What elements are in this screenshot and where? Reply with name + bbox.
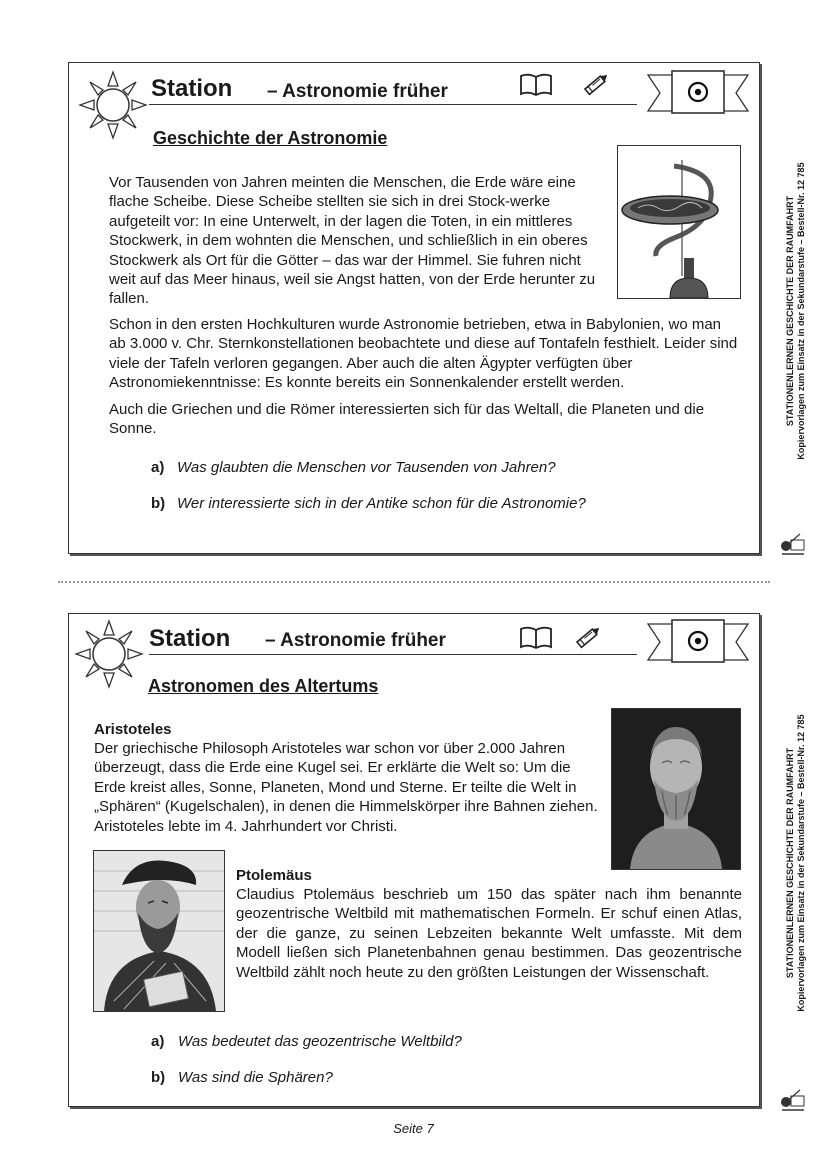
target-ribbon [646, 616, 750, 668]
sun-icon [73, 618, 145, 690]
side-imprint [785, 121, 807, 501]
header-rule [149, 654, 637, 655]
question-label: b) [151, 1069, 166, 1086]
publisher-logo [780, 1088, 806, 1112]
paragraph-flat-earth: Vor Tausenden von Jahren meinten die Menschen, die Erde wäre eine flache Scheibe. Diese Scheibe stellten sie sich in drei Stock-werke aufgeteilt vor: In eine Unterwelt, in der lagen die Toten, in ein mittleres Stockwerk, in dem wohnten die Menschen, und schließlich in ein oberes Stockwerk als Ort für die Götter – das war der Himmel. Sie fuhren nicht weit auf das Meer hinaus, weil sie Angst hatten, von der Erde herunter zu fallen. [109, 174, 596, 308]
side-imprint-line2: Kopiervorlagen zum Einsatz in der Sekundarstufe – Bestell-Nr. 12 785 [796, 162, 806, 460]
section-title: Astronomen des Altertums [148, 676, 379, 696]
section-title: Geschichte der Astronomie [153, 128, 388, 148]
station-card-2 [68, 613, 760, 1107]
station-title: Station [151, 75, 233, 102]
question-label: a) [151, 1033, 165, 1050]
station-card-1 [68, 62, 760, 554]
paragraph-greeks-romans: Auch die Griechen und die Römer interessierten sich für das Weltall, die Planeten und die Sonne. [109, 401, 705, 438]
ptolemaeus-heading: Ptolemäus [236, 867, 312, 884]
paragraph-early-cultures: Schon in den ersten Hochkulturen wurde Astronomie betrieben, etwa in Babylonien, wo man ab 3.000 v. Chr. Sternkonstellationen beobachtete und diese auf Tontafeln festhielt. Leider sind viele der Tafeln verloren gegangen. Aber auch die alten Ägypter verfügten über Astronomiekenntnisse: Es konnte bereits ein Sonnenkalender erstellt werden. [109, 316, 738, 392]
dotted-separator [58, 581, 770, 583]
sun-icon [77, 69, 149, 141]
question-label: a) [151, 459, 165, 476]
page-number: Seite 7 [393, 1121, 434, 1136]
target-ribbon [646, 67, 750, 119]
question-label: b) [151, 495, 166, 512]
side-imprint [785, 673, 807, 1053]
pencil-icon [581, 71, 611, 99]
aristoteles-paragraph: Der griechische Philosoph Aristoteles war schon vor über 2.000 Jahren überzeugt, dass die Erde eine Kugel sei. Er erklärte die Welt so: Um die Erde kreist alles, Sonne, Planeten, Mond und Sterne. Er teilte die Welt in „Sphären“ (Kugelschalen), in denen die Himmelskörper ihre Bahnen ziehen. Aristoteles lebte im 4. Jahrhundert vor Christi. [94, 740, 598, 835]
publisher-logo [780, 532, 806, 556]
aristotle-bust-image [611, 708, 741, 870]
book-icon [519, 626, 553, 650]
station-subtitle: – Astronomie früher [267, 81, 448, 102]
question-text: Was glaubten die Menschen vor Tausenden von Jahren? [177, 459, 556, 476]
book-icon [519, 73, 553, 97]
ptolemaeus-paragraph: Claudius Ptolemäus beschrieb um 150 das später nach ihm benannte geozentrische Weltbild mit mathematischen Formeln. Er schuf einen Atlas, der die ganze, zu seinen Lebzeiten bekannte Welt umfasste. Mit dem Modell ließen sich Planetenbahnen genau bestimmen. Das geozentrische Weltbild zählt noch heute zu den größten Leistungen der Wissenschaft. [236, 886, 742, 981]
question-text: Was sind die Sphären? [178, 1069, 333, 1086]
side-imprint-line1: STATIONENLERNEN GESCHICHTE DER RAUMFAHRT [785, 747, 795, 979]
aristoteles-heading: Aristoteles [94, 721, 172, 738]
question-text: Was bedeutet das geozentrische Weltbild? [178, 1033, 462, 1050]
header-rule [149, 104, 637, 105]
side-imprint-line2: Kopiervorlagen zum Einsatz in der Sekundarstufe – Bestell-Nr. 12 785 [796, 714, 806, 1012]
ptolemy-portrait-image [93, 850, 225, 1012]
side-imprint-line1: STATIONENLERNEN GESCHICHTE DER RAUMFAHRT [785, 195, 795, 427]
flat-earth-model-image [617, 145, 741, 299]
station-subtitle: – Astronomie früher [265, 630, 446, 651]
question-text: Wer interessierte sich in der Antike schon für die Astronomie? [177, 495, 586, 512]
station-title: Station [149, 625, 231, 652]
pencil-icon [573, 624, 603, 652]
